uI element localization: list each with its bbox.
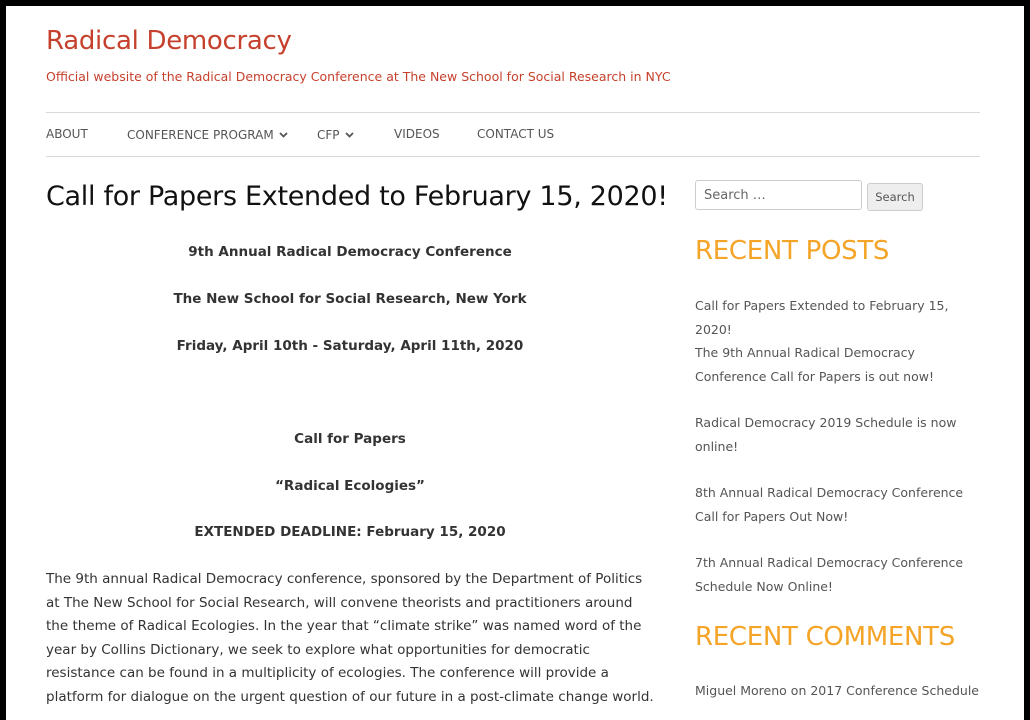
recent-comments-title: RECENT COMMENTS xyxy=(695,622,955,652)
recent-post-link[interactable]: The 9th Annual Radical Democracy Conference Call for Papers is out now! xyxy=(695,345,934,384)
extended-deadline: EXTENDED DEADLINE: February 15, 2020 xyxy=(194,524,506,540)
post-body-paragraph: The 9th annual Radical Democracy conference, sponsored by the Department of Politics at The New School for Social Research, will convene theorists and practitioners around the theme of Radical Ecologies. In the year that “climate strike” was named word of the year by Collins Dictionary, we seek to explore what opportunities for democratic resistance can be found in a multiplicity of ecologies. The conference will provide a platform for dialogue on the urgent question of our future in a post-climate change world. xyxy=(46,571,654,705)
conference-theme: “Radical Ecologies” xyxy=(275,478,425,494)
site-description: Official website of the Radical Democracy Conference at The New School for Social Research in NYC xyxy=(46,69,671,84)
post-title: Call for Papers Extended to February 15, 2020! xyxy=(46,181,668,212)
nav-item-label: ABOUT xyxy=(46,127,88,141)
nav-item-label: VIDEOS xyxy=(394,127,440,141)
search-button[interactable]: Search xyxy=(867,183,923,211)
recent-post-link[interactable]: Call for Papers Extended to February 15, 2020! xyxy=(695,298,949,337)
site-title[interactable]: Radical Democracy xyxy=(46,26,292,56)
cfp-heading: Call for Papers xyxy=(294,431,406,447)
recent-posts-title: RECENT POSTS xyxy=(695,236,890,266)
recent-post-link[interactable]: 7th Annual Radical Democracy Conference Schedule Now Online! xyxy=(695,555,964,594)
conference-name: 9th Annual Radical Democracy Conference xyxy=(188,244,512,260)
chevron-down-icon xyxy=(345,127,354,141)
comment-post-link[interactable]: 2017 Conference Schedule xyxy=(810,683,979,698)
nav-item-label: CONFERENCE PROGRAM xyxy=(127,128,274,142)
nav-item-label: CFP xyxy=(317,128,340,142)
search-input[interactable] xyxy=(695,180,862,210)
page xyxy=(6,6,1024,720)
main-navigation xyxy=(46,112,980,157)
recent-post-link[interactable]: 8th Annual Radical Democracy Conference Call for Papers Out Now! xyxy=(695,485,964,524)
conference-venue: The New School for Social Research, New York xyxy=(173,291,527,307)
comment-connector: on xyxy=(790,683,807,698)
recent-comment xyxy=(695,683,995,698)
nav-item-conference-program[interactable] xyxy=(127,127,288,142)
nav-item-about[interactable] xyxy=(46,127,88,141)
nav-item-contact-us[interactable] xyxy=(477,127,554,141)
nav-item-videos[interactable] xyxy=(394,127,440,141)
chevron-down-icon xyxy=(279,127,288,141)
conference-dates: Friday, April 10th - Saturday, April 11th, 2020 xyxy=(176,338,524,354)
recent-post-link[interactable]: Radical Democracy 2019 Schedule is now online! xyxy=(695,415,957,454)
nav-item-cfp[interactable] xyxy=(317,127,354,142)
nav-item-label: CONTACT US xyxy=(477,127,555,141)
comment-author-link[interactable]: Miguel Moreno xyxy=(695,683,787,698)
